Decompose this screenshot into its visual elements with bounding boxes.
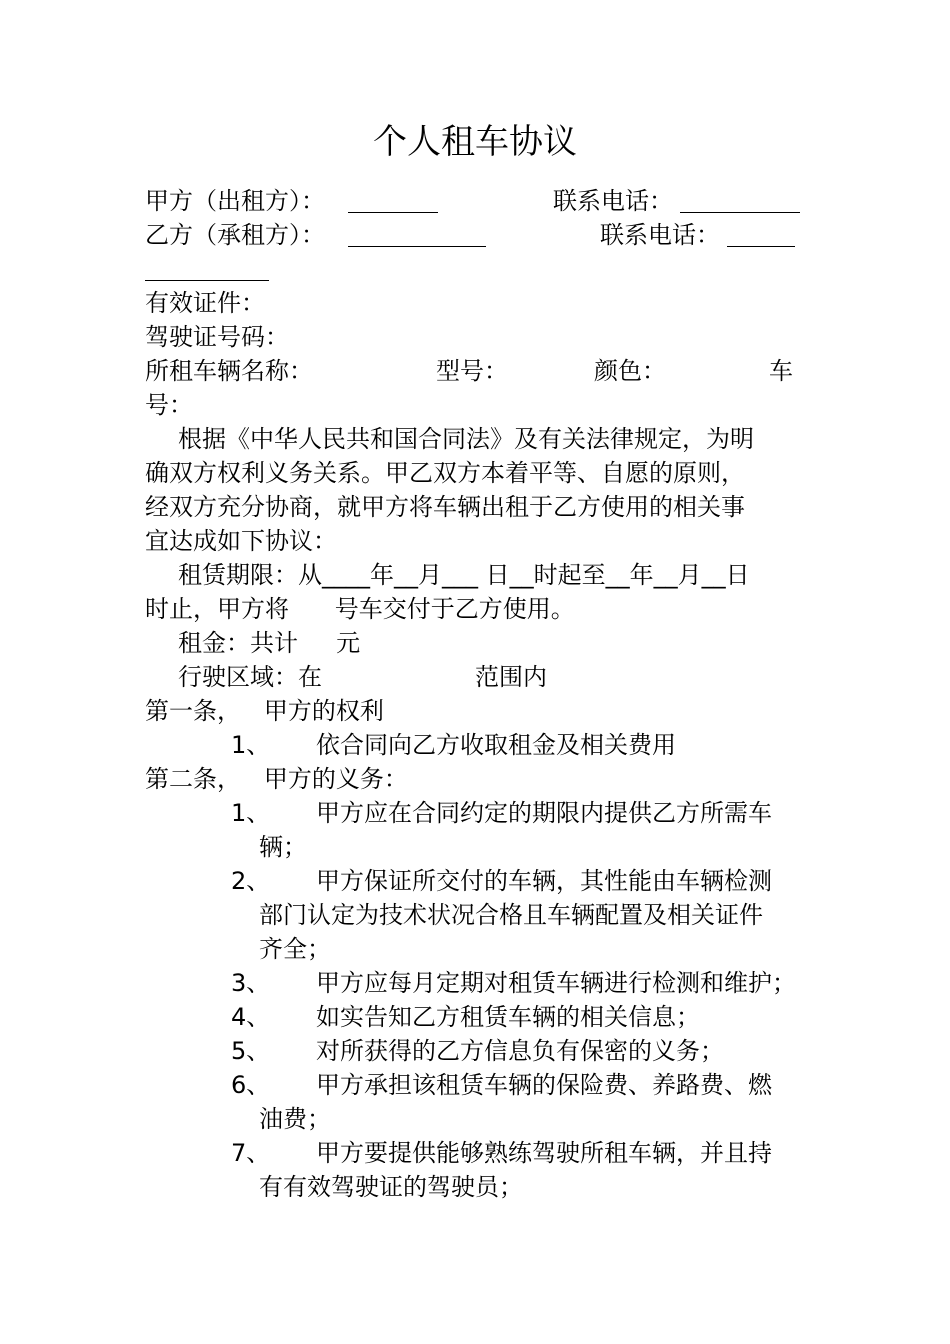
driving-area-suffix: 范围内: [475, 663, 547, 691]
list-item-text: 甲方承担该租赁车辆的保险费、养路费、燃: [316, 1071, 772, 1099]
intro-line: 经双方充分协商，就甲方将车辆出租于乙方使用的相关事: [145, 493, 745, 521]
list-item-number: 1、: [231, 799, 271, 827]
list-item-number: 4、: [231, 1003, 271, 1031]
list-item-text: 如实告知乙方租赁车辆的相关信息；: [316, 1003, 700, 1031]
list-item-number: 3、: [231, 969, 271, 997]
list-item-text: 甲方要提供能够熟练驾驶所租车辆，并且持: [316, 1139, 772, 1167]
lease-term-line: 租赁期限：从____年__月___ 日__时起至__年__月__日: [178, 561, 750, 589]
list-item-text: 甲方保证所交付的车辆，其性能由车辆检测: [316, 867, 772, 895]
vehicle-plate-label: 车: [769, 357, 793, 385]
document-title: 个人租车协议: [373, 122, 577, 162]
party-b-phone-blank: [727, 218, 795, 247]
list-item-text: 有有效驾驶证的驾驶员；: [259, 1173, 523, 1201]
intro-line: 宜达成如下协议：: [145, 527, 337, 555]
list-item-number: 7、: [231, 1139, 271, 1167]
list-item-number: 5、: [231, 1037, 271, 1065]
party-a-name-blank: [348, 184, 438, 213]
list-item-text: 对所获得的乙方信息负有保密的义务；: [316, 1037, 724, 1065]
list-item-text: 辆；: [259, 833, 307, 861]
list-item-text: 甲方应每月定期对租赁车辆进行检测和维护；: [316, 969, 796, 997]
driving-area-label: 行驶区域：在: [178, 663, 322, 691]
intro-line: 确双方权利义务关系。甲乙双方本着平等、自愿的原则，: [145, 459, 745, 487]
list-item-number: 1、: [231, 731, 271, 759]
intro-line: 根据《中华人民共和国合同法》及有关法律规定，为明: [178, 425, 754, 453]
list-item-text: 齐全；: [259, 935, 331, 963]
party-a-label: 甲方（出租方）：: [145, 187, 325, 215]
valid-id-label: 有效证件：: [145, 289, 265, 317]
article-2-heading: 第二条， 甲方的义务：: [145, 765, 408, 793]
list-item-text: 部门认定为技术状况合格且车辆配置及相关证件: [259, 901, 763, 929]
party-b-phone-label: 联系电话：: [600, 221, 720, 249]
list-item-number: 2、: [231, 867, 271, 895]
party-b-phone-blank-cont: [145, 252, 269, 281]
rent-line: 租金：共计 元: [178, 629, 361, 657]
license-no-label: 驾驶证号码：: [145, 323, 289, 351]
vehicle-color-label: 颜色：: [594, 357, 666, 385]
lease-term-line: 时止，甲方将 号车交付于乙方使用。: [145, 595, 575, 623]
party-b-name-blank: [348, 218, 486, 247]
article-1-heading: 第一条， 甲方的权利: [145, 697, 384, 725]
party-a-phone-label: 联系电话：: [553, 187, 673, 215]
party-a-phone-blank: [680, 184, 800, 213]
list-item-text: 甲方应在合同约定的期限内提供乙方所需车: [316, 799, 772, 827]
vehicle-model-label: 型号：: [436, 357, 508, 385]
list-item-number: 6、: [231, 1071, 271, 1099]
party-b-label: 乙方（承租方）：: [145, 221, 325, 249]
list-item-text: 油费；: [259, 1105, 331, 1133]
vehicle-plate-label-cont: 号：: [145, 391, 193, 419]
vehicle-name-label: 所租车辆名称：: [145, 357, 313, 385]
list-item-text: 依合同向乙方收取租金及相关费用: [316, 731, 676, 759]
